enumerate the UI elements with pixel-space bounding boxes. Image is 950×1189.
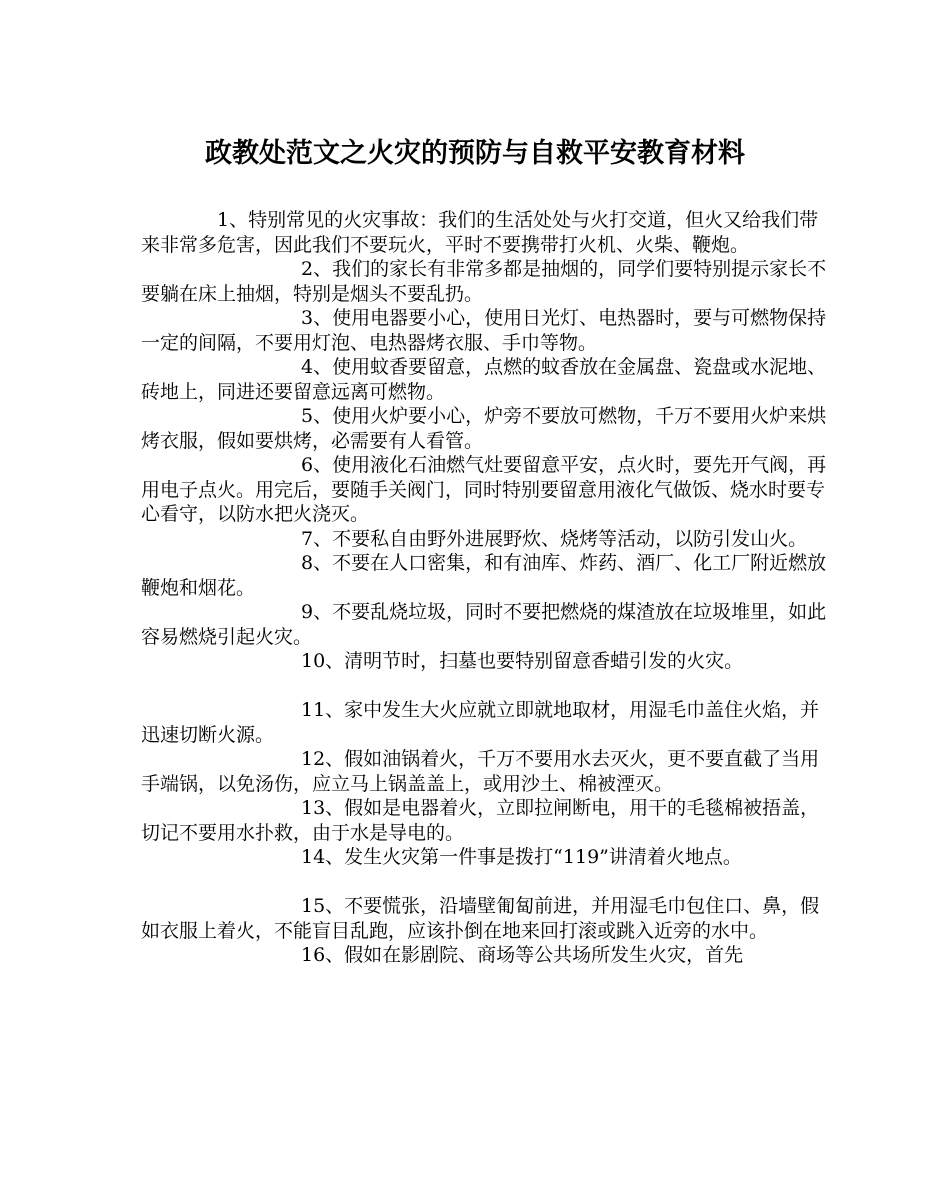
paragraph-10: 10、清明节时，扫墓也要特别留意香蜡引发的火灾。: [301, 650, 744, 672]
paragraph-2: 2、我们的家长有非常多都是抽烟的，同学们要特别提示家长不要躺在床上抽烟，特别是烟头不要乱扔。: [141, 258, 827, 305]
paragraph-12: 12、假如油锅着火，千万不要用水去灭火，更不要直截了当用手端锅，以免汤伤，应立马上锅盖盖上，或用沙土、棉被湮灭。: [141, 748, 820, 795]
paragraph-16: 16、假如在影剧院、商场等公共场所发生火灾，首先: [301, 944, 744, 966]
paragraph-gap: [141, 674, 831, 699]
paragraph-13: 13、假如是电器着火，立即拉闸断电，用干的毛毯棉被捂盖，切记不要用水扑救，由于水是导电的。: [141, 797, 820, 844]
paragraph-11: 11、家中发生大火应就立即就地取材，用湿毛巾盖住火焰，并迅速切断火源。: [141, 699, 820, 746]
paragraph-7: 7、不要私自由野外进展野炊、烧烤等活动，以防引发山火。: [301, 527, 808, 550]
paragraph-15: 15、不要慌张，沿墙壁匍匐前进，并用湿毛巾包住口、鼻，假如衣服上着火，不能盲目乱跑，应该扑倒在地来回打滚或跳入近旁的水中。: [141, 895, 820, 942]
paragraph-14: 14、发生火灾第一件事是拨打“119”讲清着火地点。: [301, 846, 742, 868]
paragraph-8: 8、不要在人口密集，和有油库、炸药、酒厂、化工厂附近燃放鞭炮和烟花。: [141, 552, 827, 599]
paragraph-3: 3、使用电器要小心，使用日光灯、电热器时，要与可燃物保持一定的间隔，不要用灯泡、电热器烤衣服、手巾等物。: [141, 307, 827, 354]
paragraph-gap: [141, 870, 831, 895]
document-title: 政教处范文之火灾的预防与自救平安教育材料: [205, 138, 745, 169]
paragraph-6: 6、使用液化石油燃气灶要留意平安，点火时，要先开气阀，再用电子点火。用完后，要随手关阀门，同时特别要留意用液化气做饭、烧水时要专心看守，以防水把火浇灭。: [141, 454, 827, 525]
document-body: [141, 208, 831, 968]
paragraph-9: 9、不要乱烧垃圾，同时不要把燃烧的煤渣放在垃圾堆里，如此容易燃烧引起火灾。: [141, 601, 827, 648]
paragraph-1: 1、特别常见的火灾事故：我们的生活处处与火打交道，但火又给我们带来非常多危害，因此我们不要玩火，平时不要携带打火机、火柴、鞭炮。: [141, 209, 819, 256]
paragraph-5: 5、使用火炉要小心，炉旁不要放可燃物，千万不要用火炉来烘烤衣服，假如要烘烤，必需要有人看管。: [141, 405, 827, 452]
paragraph-4: 4、使用蚊香要留意，点燃的蚊香放在金属盘、瓷盘或水泥地、砖地上，同进还要留意远离可燃物。: [141, 356, 827, 403]
